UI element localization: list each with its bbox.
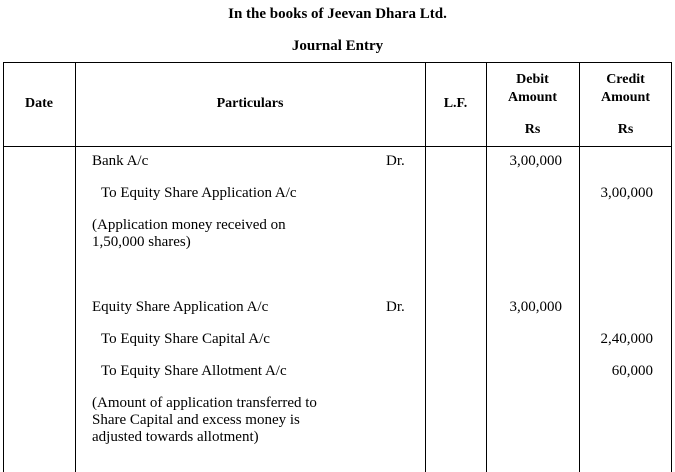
entry-2-debit-account: Equity Share Application A/c	[92, 299, 269, 315]
header-date: Date	[25, 96, 53, 111]
entry-1-dr-marker: Dr.	[386, 153, 405, 169]
date-column-divider	[75, 62, 76, 472]
header-debit-currency: Rs	[524, 122, 541, 137]
entry-1-narration: (Application money received on 1,50,000 shares)	[92, 217, 286, 250]
entry-2-credit-account-1: To Equity Share Capital A/c	[101, 331, 270, 347]
header-bottom-border	[3, 146, 672, 147]
header-debit-amount: Debit Amount	[507, 72, 557, 105]
entry-2-narration: (Amount of application transferred to Share Capital and excess money is adjusted towards allotment)	[92, 395, 317, 445]
entry-1-credit-amount: 3,00,000	[600, 185, 653, 201]
header-particulars: Particulars	[216, 96, 284, 111]
document-subtitle: Journal Entry	[291, 38, 384, 54]
entry-2-credit-account-2: To Equity Share Allotment A/c	[101, 363, 287, 379]
journal-table	[3, 62, 672, 472]
entry-1-debit-amount: 3,00,000	[509, 153, 562, 169]
entry-1-debit-account: Bank A/c	[92, 153, 149, 169]
particulars-column-divider	[425, 62, 426, 472]
entry-1-credit-account: To Equity Share Application A/c	[101, 185, 297, 201]
document-title: In the books of Jeevan Dhara Ltd.	[228, 6, 447, 22]
entry-2-credit-amount-1: 2,40,000	[600, 331, 653, 347]
header-lf: L.F.	[443, 96, 468, 111]
table-top-border	[3, 62, 672, 63]
entry-2-debit-amount: 3,00,000	[509, 299, 562, 315]
entry-2-credit-amount-2: 60,000	[611, 363, 653, 379]
header-credit-amount: Credit Amount	[600, 72, 650, 105]
header-credit-currency: Rs	[617, 122, 634, 137]
entry-2-dr-marker: Dr.	[386, 299, 405, 315]
table-left-border	[3, 62, 4, 472]
